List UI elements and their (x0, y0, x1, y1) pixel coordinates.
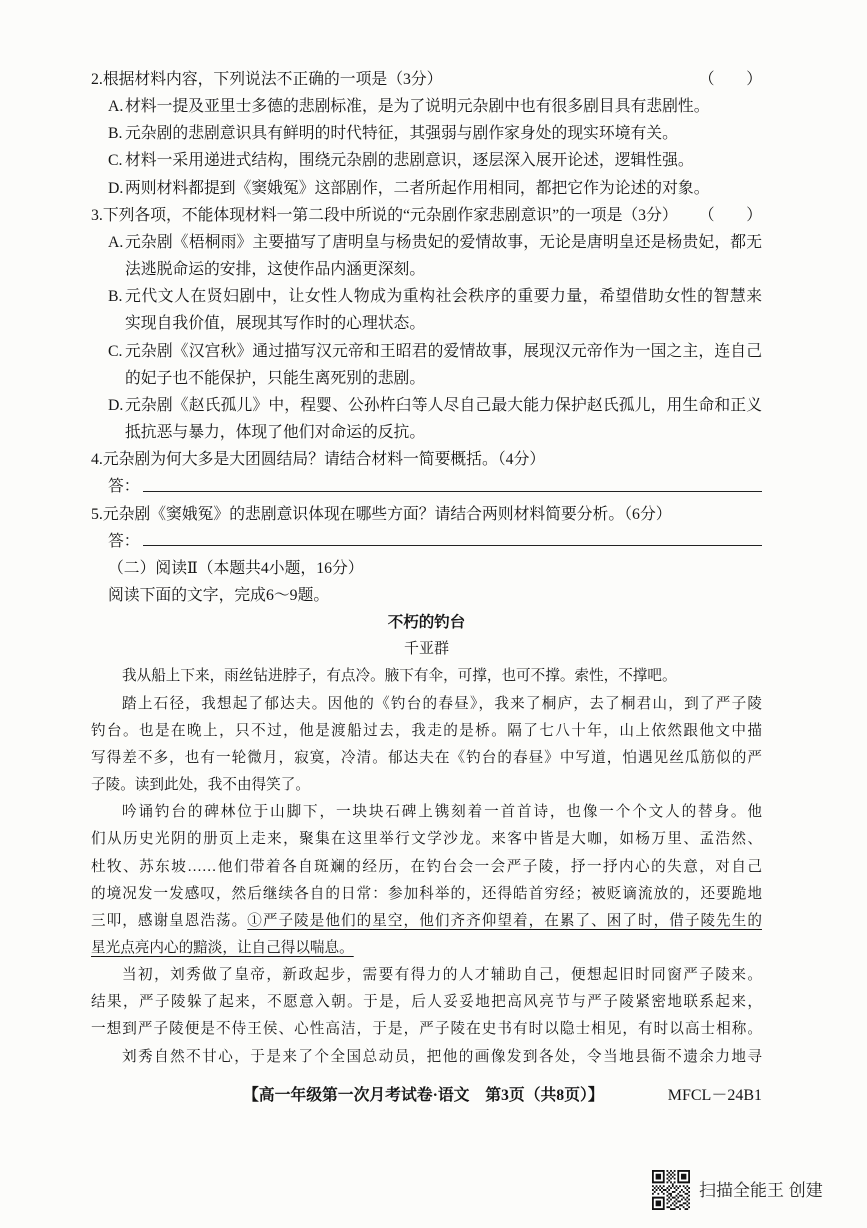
passage-line (91, 908, 762, 935)
passage-paragraph (91, 799, 762, 962)
question-2 (91, 66, 762, 202)
question-stem: 5.元杂剧《窦娥冤》的悲剧意识体现在哪些方面？请结合两则材料简要分析。（6分） (91, 505, 672, 523)
passage-line: 吟诵钓台的碑林位于山脚下，一块块石碑上镌刻着一首首诗，也像一个个文人的替身。他 (122, 804, 762, 821)
option-text: 两则材料都提到《窦娥冤》这部剧作，二者所起作用相同，都把它作为论述的对象。 (125, 179, 710, 197)
option-text: 元杂剧的悲剧意识具有鲜明的时代特征，其强弱与剧作家身处的现实环境有关。 (125, 125, 678, 143)
option-text: 元代文人在贤妇剧中，让女性人物成为重构社会秩序的重要力量，希望借助女性的智慧来 (125, 288, 762, 306)
passage-paragraph (91, 663, 762, 690)
passage-text: 三叩，感谢皇恩浩荡。 (91, 912, 248, 929)
option-line (91, 229, 762, 256)
passage-line: 结果，严子陵躲了起来，不愿意入朝。于是，后人妥妥地把高风亮节与严子陵紧密地联系起来， (91, 994, 762, 1011)
passage-title: 不朽的钓台 (387, 613, 466, 632)
answer-line (143, 545, 762, 546)
answer-label: 答： (108, 478, 140, 496)
passage-line: 们从历史光阴的册页上走来，聚集在这里举行文学沙龙。来客中皆是大咖，如杨万里、孟浩然、 (91, 831, 762, 848)
question-3-option-d (91, 392, 762, 446)
option-label: C. (108, 152, 123, 170)
option-text: 抵抗恶与暴力，体现了他们对命运的反抗。 (125, 424, 426, 442)
option-text: 实现自我价值，展现其写作时的心理状态。 (125, 315, 426, 333)
section-instruction: 阅读下面的文字，完成6～9题。 (108, 586, 330, 604)
question-2-option-c (91, 147, 762, 174)
underlined-sentence-1: ①严子陵是他们的星空，他们齐齐仰望着，在累了、困了时，借子陵先生的 (247, 912, 762, 929)
passage-line: 的境况发一发感叹，然后继续各自的日常：参加科举的，还得皓首穷经；被贬谪流放的，还要跪地 (91, 885, 762, 902)
passage-line: 刘秀自然不甘心，于是来了个全国总动员，把他的画像发到各处，令当地县衙不遗余力地寻 (122, 1048, 762, 1065)
passage-line (91, 935, 762, 962)
answer-line (143, 491, 762, 492)
option-line (91, 310, 762, 337)
option-text: 元杂剧《梧桐雨》主要描写了唐明皇与杨贵妃的爱情故事，无论是唐明皇还是杨贵妃，都无 (125, 233, 762, 251)
answer-row (91, 528, 762, 555)
passage-line: 钓台。也是在晚上，只不过，他是渡船过去，我走的是桥。隔了七八十年，山上依然跟他文中描 (91, 722, 762, 739)
question-5 (91, 501, 762, 555)
question-3 (91, 202, 762, 446)
passage-paragraph (91, 691, 762, 800)
passage-line: 踏上石径，我想起了郁达夫。因他的《钓台的春昼》，我来了桐庐，去了桐君山，到了严子陵 (122, 695, 762, 712)
passage-line: 一想到严子陵便是不侍王侯、心性高洁，于是，严子陵在史书有时以隐士相见，有时以高士相称。 (91, 1021, 762, 1038)
option-text: 法逃脱命运的安排，这使作品内涵更深刻。 (125, 261, 426, 279)
option-text: 元杂剧《赵氏孤儿》中，程婴、公孙杵臼等人尽自己最大能力保护赵氏孤儿，用生命和正义 (125, 396, 762, 414)
option-label: C. (108, 342, 123, 360)
option-line (91, 365, 762, 392)
option-line (91, 256, 762, 283)
option-text: 的妃子也不能保护，只能生离死别的悲剧。 (125, 369, 426, 387)
question-2-option-a (91, 93, 762, 120)
option-text: 元杂剧《汉宫秋》通过描写汉元帝和王昭君的爱情故事，展现汉元帝作为一国之主，连自己 (125, 342, 762, 360)
passage-line: 当初，刘秀做了皇帝，新政起步，需要有得力的人才辅助自己，便想起旧时同窗严子陵来。 (122, 967, 762, 984)
passage-author: 千亚群 (403, 641, 449, 658)
question-4 (91, 446, 762, 500)
underlined-sentence-1-end: 星光点亮内心的黯淡，让自己得以喘息。 (91, 940, 354, 956)
passage-line: 我从船上下来，雨丝钻进脖子，有点冷。腋下有伞，可撑，也可不撑。索性，不撑吧。 (122, 668, 677, 685)
question-3-option-a (91, 229, 762, 283)
option-line (91, 419, 762, 446)
question-stem: 3.下列各项，不能体现材料一第二段中所说的“元杂剧作家悲剧意识”的一项是（3分） (91, 206, 678, 224)
paper-code: MFCL－24B1 (667, 1087, 762, 1104)
answer-label: 答： (108, 532, 140, 550)
answer-bracket: （ ） (698, 71, 762, 88)
exam-info: 【高一年级第一次月考试卷·语文 第3页（共8页）】 (243, 1087, 604, 1104)
passage-line: 子陵。读到此处，我不由得笑了。 (91, 777, 310, 794)
question-stem: 2.根据材料内容，下列说法不正确的一项是（3分） (91, 71, 443, 88)
passage-paragraph (91, 962, 762, 1043)
option-line (91, 392, 762, 419)
option-line (91, 283, 762, 310)
scanner-watermark: 扫描全能王 创建 (699, 1181, 823, 1200)
option-label: D. (108, 179, 124, 197)
option-label: A. (108, 98, 124, 116)
option-label: A. (108, 233, 124, 251)
question-2-option-b (91, 120, 762, 147)
option-label: B. (108, 288, 123, 306)
option-line (91, 338, 762, 365)
option-text: 材料一采用递进式结构，围绕元杂剧的悲剧意识，逐层深入展开论述，逻辑性强。 (125, 152, 694, 170)
answer-row (91, 473, 762, 500)
content-column (91, 66, 762, 1071)
passage-line: 杜牧、苏东坡……他们带着各自斑斓的经历，在钓台会一会严子陵，抒一抒内心的失意，对自己 (91, 858, 762, 875)
question-3-option-c (91, 338, 762, 392)
question-2-stem-row (91, 66, 762, 93)
question-3-option-b (91, 283, 762, 337)
page-footer (243, 1080, 762, 1107)
passage-line: 写得差不多，也有一轮微月，寂寞，冷清。郁达夫在《钓台的春昼》中写道，怕遇见丝瓜筋似的严 (91, 749, 762, 766)
option-label: D. (108, 396, 124, 414)
question-stem: 4.元杂剧为何大多是大团圆结局？请结合材料一简要概括。（4分） (91, 451, 546, 469)
option-text: 材料一提及亚里士多德的悲剧标准，是为了说明元杂剧中也有很多剧目具有悲剧性。 (125, 98, 710, 116)
section-heading: （二）阅读Ⅱ（本题共4小题，16分） (108, 559, 364, 577)
question-2-option-d (91, 175, 762, 202)
option-label: B. (108, 125, 123, 143)
qr-code-icon (652, 1170, 690, 1210)
answer-bracket: （ ） (698, 206, 762, 224)
passage-paragraph (91, 1044, 762, 1071)
question-3-stem-row (91, 202, 762, 229)
